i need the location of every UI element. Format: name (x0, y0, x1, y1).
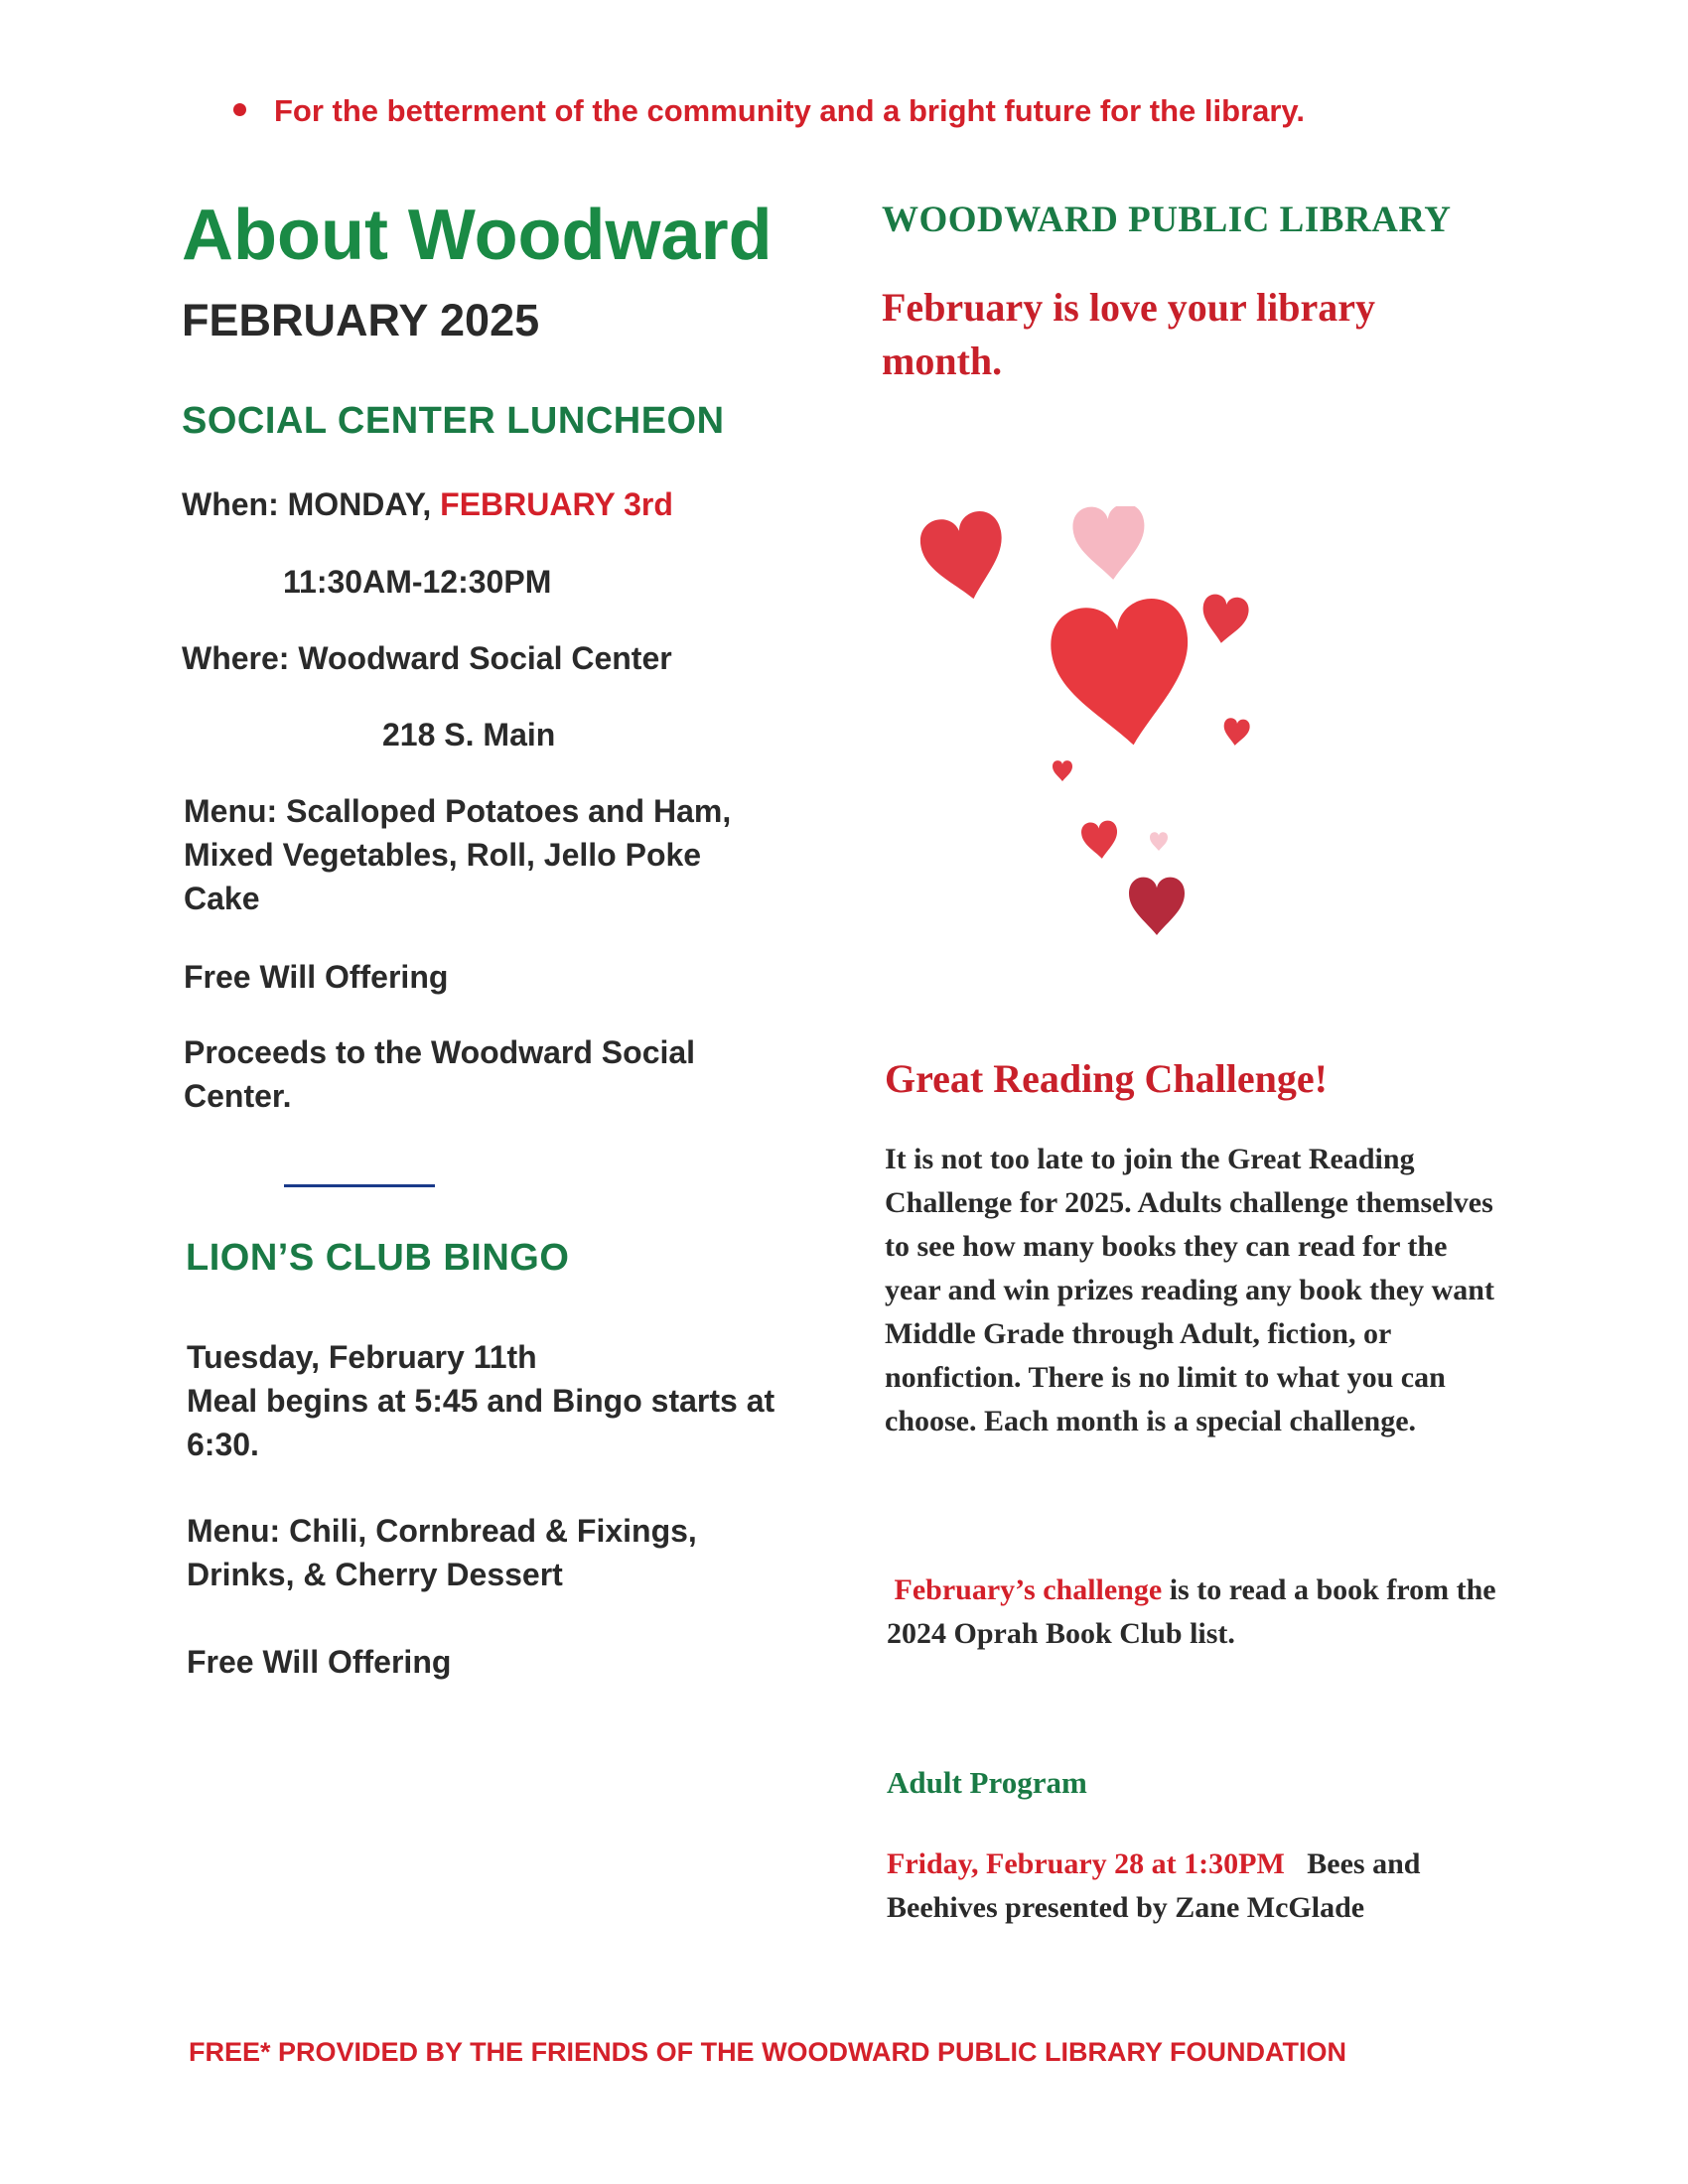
section-divider (284, 1184, 435, 1187)
challenge-heading: Great Reading Challenge! (885, 1056, 1328, 1101)
luncheon-when-label: When: MONDAY, (182, 486, 441, 522)
bingo-heading: LION’S CLUB BINGO (186, 1237, 570, 1279)
heart-icon (916, 507, 1014, 608)
love-library-text: February is love your library month. (882, 285, 1375, 383)
luncheon-when (182, 482, 673, 526)
luncheon-offering: Free Will Offering (184, 959, 449, 995)
luncheon-time: 11:30AM-12:30PM (283, 564, 552, 600)
hearts-decoration-icon (914, 506, 1271, 963)
february-challenge-label: February’s challenge (894, 1573, 1163, 1606)
adult-program-text: Bees and Beehives presented by Zane McGlade (887, 1847, 1428, 1924)
bingo-date: Tuesday, February 11th (187, 1339, 537, 1375)
bingo-meal: Meal begins at 5:45 and Bingo starts at 6:30. (187, 1383, 775, 1462)
challenge-body: It is not too late to join the Great Reading Challenge for 2025. Adults challenge themselves to see how many books they can read for the year and win prizes reading any book they want Middle Grade through Adult, fiction, or nonfiction. There is no limit to what you can choose. Each month is a special challenge. (885, 1143, 1494, 1437)
bullet-dot-icon (233, 103, 246, 116)
luncheon-heading: SOCIAL CENTER LUNCHEON (182, 400, 725, 442)
adult-program-date: Friday, February 28 at 1:30PM (887, 1847, 1285, 1880)
bullet-text: For the betterment of the community and a bright future for the library. (274, 93, 1305, 128)
bingo-offering: Free Will Offering (187, 1644, 452, 1680)
month-subtitle: FEBRUARY 2025 (182, 295, 540, 345)
heart-icon (1046, 594, 1201, 754)
heart-icon (1198, 593, 1250, 646)
heart-icon (1150, 832, 1168, 851)
library-title: WOODWARD PUBLIC LIBRARY (882, 200, 1452, 240)
heart-icon (1222, 718, 1251, 748)
luncheon-when-date: FEBRUARY 3rd (440, 486, 673, 522)
heart-icon (1071, 506, 1149, 583)
bingo-details (187, 1335, 802, 1466)
luncheon-proceeds: Proceeds to the Woodward Social Center. (184, 1034, 696, 1114)
luncheon-where: Where: Woodward Social Center (182, 640, 672, 676)
adult-program-details (887, 1843, 1502, 1930)
page-title: About Woodward (182, 196, 773, 275)
february-challenge (887, 1569, 1502, 1656)
luncheon-menu: Menu: Scalloped Potatoes and Ham, Mixed Vegetables, Roll, Jello Poke Cake (184, 793, 732, 916)
heart-icon (1053, 760, 1072, 781)
community-bullet (233, 93, 1305, 129)
bingo-menu: Menu: Chili, Cornbread & Fixings, Drinks, & Cherry Dessert (187, 1513, 697, 1592)
footer-note: FREE* PROVIDED BY THE FRIENDS OF THE WOODWARD PUBLIC LIBRARY FOUNDATION (189, 2037, 1347, 2067)
heart-icon (1080, 820, 1120, 861)
adult-program-heading: Adult Program (887, 1765, 1087, 1800)
heart-icon (1129, 878, 1185, 935)
luncheon-address: 218 S. Main (382, 717, 556, 752)
february-challenge-text: is to read a book from the 2024 Oprah Book Club list. (887, 1573, 1496, 1650)
